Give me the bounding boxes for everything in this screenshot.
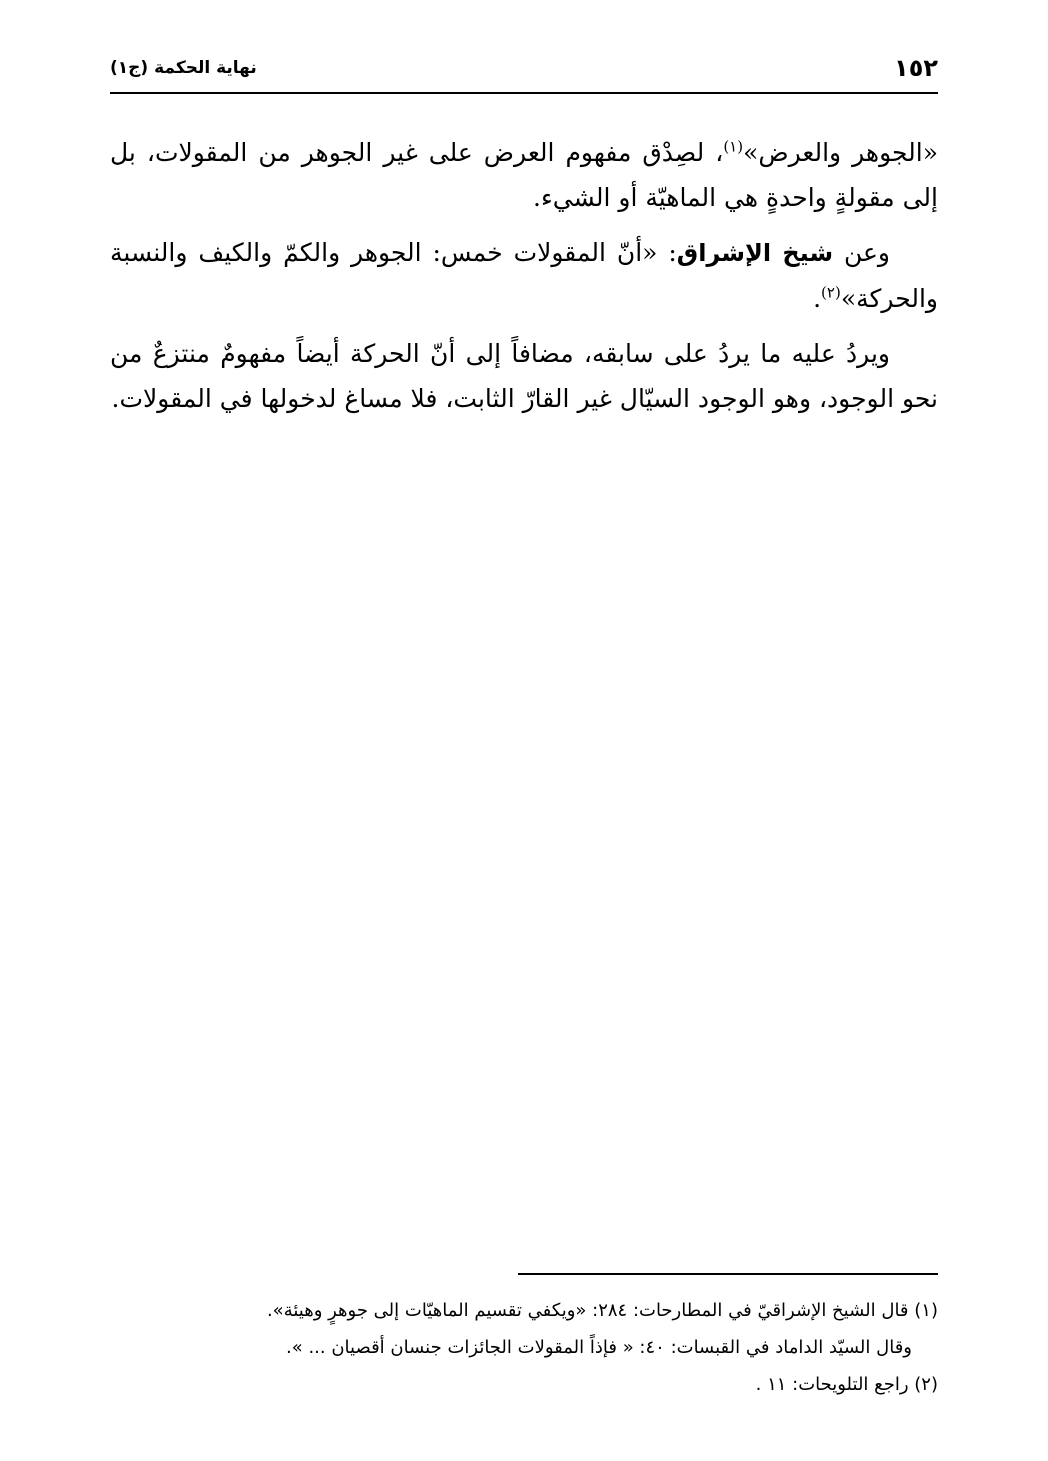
footnote-1-line-2: وقال السيّد الداماد في القبسات: ٤٠: « فإذاً المقولات الجائزات جنسان أقصيان ... ». xyxy=(285,1337,912,1358)
page-number: ١٥٢ xyxy=(894,54,938,82)
paragraph-1 xyxy=(110,130,938,220)
main-text xyxy=(110,130,938,431)
running-title: نهاية الحكمة (ج١) xyxy=(110,58,257,78)
paragraph-3: ويردُ عليه ما يردُ على سابقه، مضافاً إلى أنّ الحركة أيضاً مفهومٌ منتزعٌ من نحو الوجود، وهو الوجود السيّال غير القارّ الثابت، فلا مساغ لدخولها في المقولات. xyxy=(110,339,938,413)
page-header xyxy=(110,52,938,92)
paragraph-2-quote: : «أنّ المقولات خمس: الجوهر والكمّ والكيف والنسبة والحركة» xyxy=(110,238,938,313)
paragraph-1-text: ، لصِدْق مفهوم العرض على غير الجوهر من المقولات، بل إلى مقولةٍ واحدةٍ هي الماهيّة أو الشيء. xyxy=(110,138,938,212)
paragraph-2 xyxy=(110,230,938,321)
paragraph-2-end: . xyxy=(813,284,822,313)
footnote-2: (٢) راجع التلويحات: ١١ . xyxy=(755,1374,938,1395)
paragraph-2-start: وعن xyxy=(843,238,890,267)
paragraph-2-name: شيخ الإشراق xyxy=(676,239,834,267)
footnote-ref-1: (١) xyxy=(723,137,744,156)
paragraph-1-quote: «الجوهر والعرض» xyxy=(743,138,938,167)
footnote-rule xyxy=(518,1273,938,1275)
footnote-ref-2: (٢) xyxy=(821,283,841,302)
footnote-1-line-1: (١) قال الشيخ الإشراقيّ في المطارحات: ٢٨٤: «ويكفي تقسيم الماهيّات إلى جوهرٍ وهيئة». xyxy=(266,1300,938,1321)
footnotes xyxy=(100,1292,938,1403)
header-rule xyxy=(110,92,938,94)
